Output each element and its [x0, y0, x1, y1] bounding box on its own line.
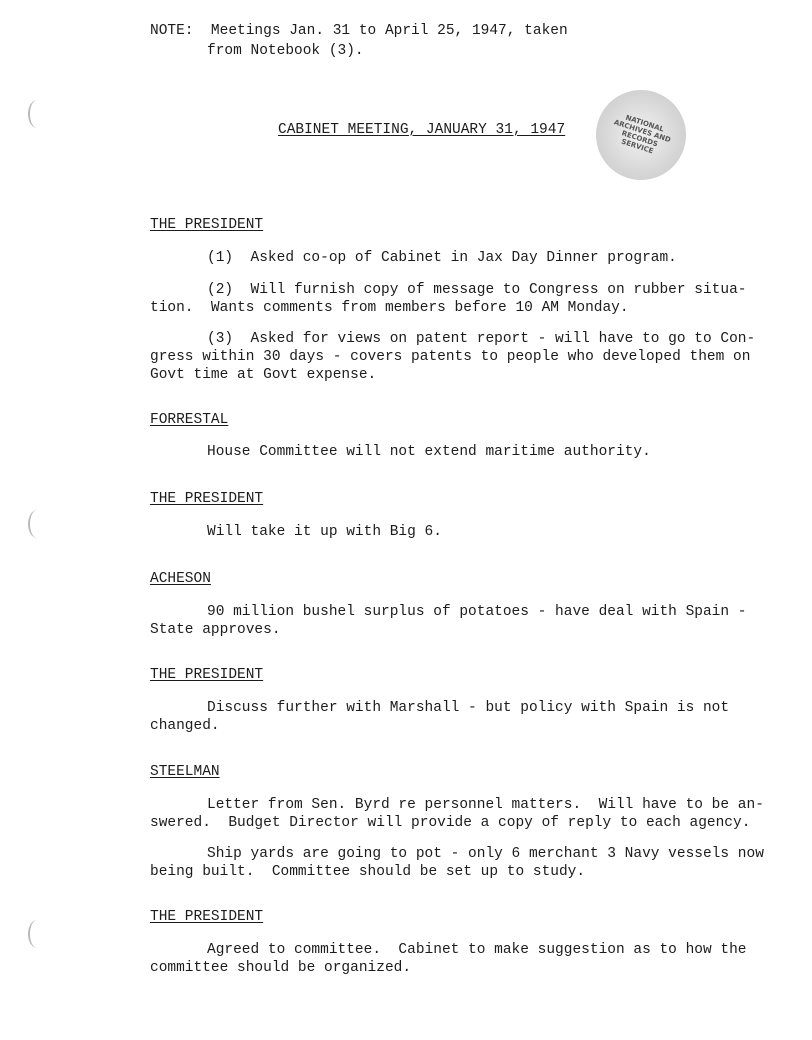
paragraph-line: swered. Budget Director will provide a copy of reply to each agency.	[150, 815, 751, 831]
paragraph-line: Discuss further with Marshall - but policy with Spain is not	[207, 700, 730, 716]
speaker-heading: THE PRESIDENT	[150, 909, 264, 925]
paragraph-line: Will take it up with Big 6.	[207, 524, 442, 540]
paragraph-line: gress within 30 days - covers patents to people who developed them on	[150, 349, 751, 365]
speaker-heading: THE PRESIDENT	[150, 491, 264, 507]
note-line-2: from Notebook (3).	[207, 43, 364, 59]
paragraph-line: (1) Asked co-op of Cabinet in Jax Day Dinner program.	[207, 250, 677, 266]
paragraph-line: Govt time at Govt expense.	[150, 367, 377, 383]
paragraph-line: (2) Will furnish copy of message to Congress on rubber situa-	[207, 282, 747, 298]
paragraph-line: Ship yards are going to pot - only 6 merchant 3 Navy vessels now	[207, 846, 764, 862]
paragraph-line: Letter from Sen. Byrd re personnel matters. Will have to be an-	[207, 797, 764, 813]
speaker-heading: STEELMAN	[150, 764, 220, 780]
paragraph-line: 90 million bushel surplus of potatoes - have deal with Spain -	[207, 604, 747, 620]
page-title: CABINET MEETING, JANUARY 31, 1947	[278, 122, 566, 138]
paragraph-line: State approves.	[150, 622, 281, 638]
paragraph-line: Agreed to committee. Cabinet to make suggestion as to how the	[207, 942, 747, 958]
punch-hole-mark	[28, 100, 46, 128]
stamp-text: NATIONAL ARCHIVES AND RECORDS SERVICE	[612, 113, 672, 156]
paragraph-line: committee should be organized.	[150, 960, 412, 976]
note-line-1: NOTE: Meetings Jan. 31 to April 25, 1947, taken	[150, 23, 568, 39]
paragraph-line: changed.	[150, 718, 220, 734]
paragraph-line: being built. Committee should be set up to study.	[150, 864, 586, 880]
speaker-heading: THE PRESIDENT	[150, 667, 264, 683]
punch-hole-mark	[28, 920, 46, 948]
paragraph-line: tion. Wants comments from members before 10 AM Monday.	[150, 300, 629, 316]
speaker-heading: FORRESTAL	[150, 412, 229, 428]
archive-seal-icon	[584, 78, 697, 191]
speaker-heading: ACHESON	[150, 571, 211, 587]
paragraph-line: House Committee will not extend maritime authority.	[207, 444, 651, 460]
punch-hole-mark	[28, 510, 46, 538]
speaker-heading: THE PRESIDENT	[150, 217, 264, 233]
paragraph-line: (3) Asked for views on patent report - will have to go to Con-	[207, 331, 756, 347]
